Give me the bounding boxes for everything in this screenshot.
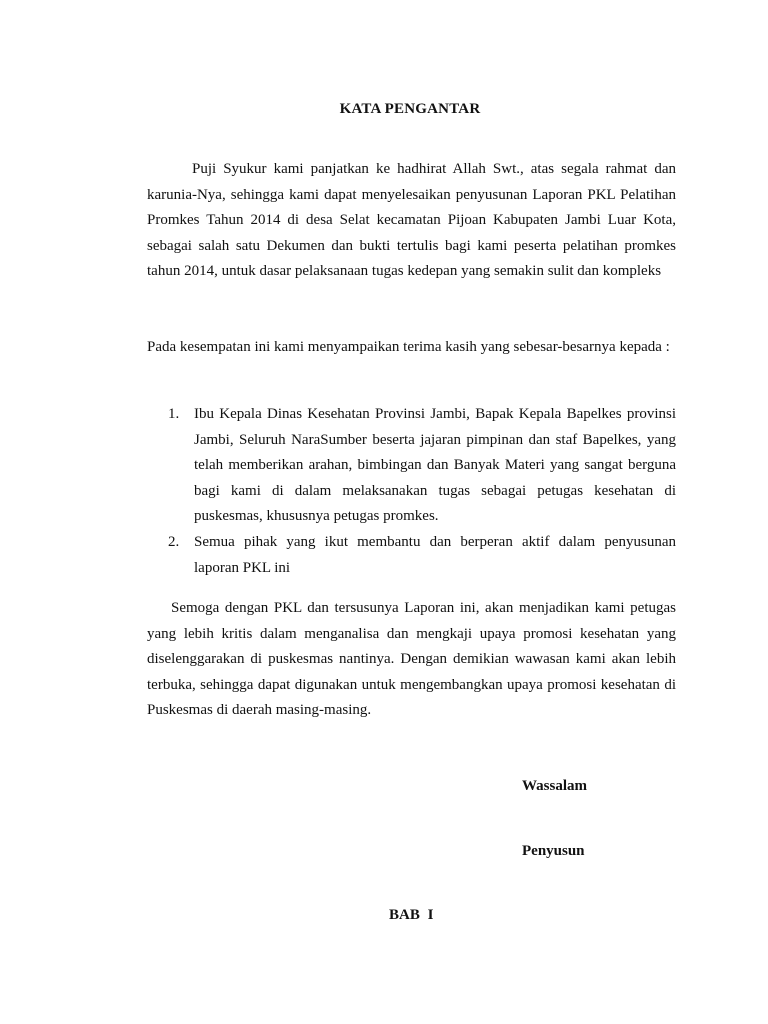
- intro-paragraph: Puji Syukur kami panjatkan ke hadhirat Allah Swt., atas segala rahmat dan karunia-Nya, sehingga kami dapat menyelesaikan penyusunan Laporan PKL Pelatihan Promkes Tahun 2014 di desa Selat kecamatan Pijoan Kabupaten Jambi Luar Kota, sebagai salah satu Dekumen dan bukti tertulis bagi kami peserta pelatihan promkes tahun 2014, untuk dasar pelaksanaan tugas kedepan yang semakin sulit dan kompleks: [147, 161, 676, 280]
- list-item-number: 1.: [168, 406, 180, 422]
- thanks-list: [147, 402, 676, 581]
- list-item-text: Ibu Kepala Dinas Kesehatan Provinsi Jambi, Bapak Kepala Bapelkes provinsi Jambi, Seluruh NaraSumber beserta jajaran pimpinan dan staf Bapelkes, yang telah memberikan arahan, bimbingan dan Banyak Materi yang sangat berguna bagi kami di dalam melaksanakan tugas sebagai petugas kesehatan di puskesmas, khususnya petugas promkes.: [194, 406, 676, 525]
- list-item: [147, 402, 676, 530]
- closing-salutation: Wassalam: [522, 778, 588, 794]
- list-item-text: Semua pihak yang ikut membantu dan berperan aktif dalam penyusunan laporan PKL ini: [194, 533, 676, 576]
- list-item-number: 2.: [168, 533, 180, 550]
- closing-paragraph: Semoga dengan PKL dan tersusunya Laporan ini, akan menjadikan kami petugas yang lebih kritis dalam menganalisa dan mengkaji upaya promosi kesehatan yang diselenggarakan di puskesmas nantinya. Dengan demikian wawasan kami akan lebih terbuka, sehingga dapat digunakan untuk mengembangkan upaya promosi kesehatan di Puskesmas di daerah masing-masing.: [147, 600, 676, 719]
- chapter-heading: BAB I: [389, 907, 434, 923]
- thanks-paragraph: Pada kesempatan ini kami menyampaikan terima kasih yang sebesar-besarnya kepada :: [147, 339, 670, 355]
- signature-label: Penyusun: [522, 843, 585, 859]
- page-title: KATA PENGANTAR: [339, 101, 481, 117]
- list-item: [147, 530, 676, 581]
